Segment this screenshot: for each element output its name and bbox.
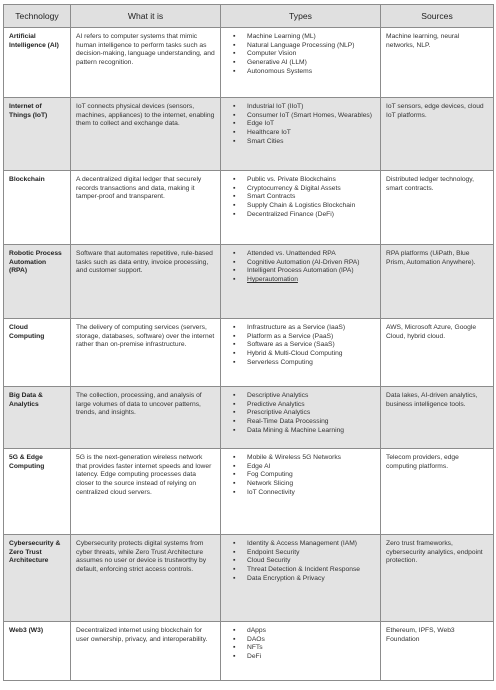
sources-cell: Data lakes, AI-driven analytics, business intelligence tools. — [381, 387, 494, 449]
list-item: ▪ Fog Computing — [240, 471, 375, 480]
list-item: ▪ Industrial IoT (IIoT) — [240, 103, 375, 112]
types-cell — [221, 622, 381, 681]
description-cell: Cybersecurity protects digital systems from cyber threats, while Zero Trust Architecture assumes no user or device is trustworthy by default, enforcing strict access controls. — [71, 535, 221, 622]
list-item: ▪ Threat Detection & Incident Response — [240, 566, 375, 575]
list-item: ▪ Computer Vision — [240, 50, 375, 59]
list-item: ▪ Smart Contracts — [240, 193, 375, 202]
types-cell — [221, 245, 381, 319]
list-item: ▪ DAOs — [240, 636, 375, 645]
technology-cell: Robotic Process Automation (RPA) — [4, 245, 71, 319]
list-item: ▪ Cloud Security — [240, 557, 375, 566]
table-row — [4, 535, 494, 622]
table-row — [4, 319, 494, 387]
table-row — [4, 387, 494, 449]
list-item: ▪ Serverless Computing — [240, 359, 375, 368]
list-item: ▪ dApps — [240, 627, 375, 636]
table-row — [4, 28, 494, 98]
types-cell — [221, 387, 381, 449]
types-cell — [221, 28, 381, 98]
list-item: ▪ Public vs. Private Blockchains — [240, 176, 375, 185]
list-item: ▪ Generative AI (LLM) — [240, 59, 375, 68]
technology-cell: Web3 (W3) — [4, 622, 71, 681]
header-sources: Sources — [381, 5, 494, 28]
technology-cell: Cloud Computing — [4, 319, 71, 387]
sources-cell: Telecom providers, edge computing platforms. — [381, 449, 494, 535]
sources-cell: Machine learning, neural networks, NLP. — [381, 28, 494, 98]
types-list — [226, 250, 375, 285]
list-item: ▪ Supply Chain & Logistics Blockchain — [240, 202, 375, 211]
list-item: ▪ Platform as a Service (PaaS) — [240, 333, 375, 342]
technology-cell: Internet of Things (IoT) — [4, 98, 71, 171]
sources-cell: Zero trust frameworks, cybersecurity analytics, endpoint protection. — [381, 535, 494, 622]
description-cell: AI refers to computer systems that mimic human intelligence to perform tasks such as decision-making, language understanding, and pattern recognition. — [71, 28, 221, 98]
header-row — [4, 5, 494, 28]
list-item: ▪ IoT Connectivity — [240, 489, 375, 498]
list-item: ▪ Data Encryption & Privacy — [240, 575, 375, 584]
types-cell — [221, 535, 381, 622]
table-row — [4, 449, 494, 535]
list-item: ▪ Attended vs. Unattended RPA — [240, 250, 375, 259]
types-cell — [221, 449, 381, 535]
list-item: ▪ Descriptive Analytics — [240, 392, 375, 401]
list-item: ▪ Cryptocurrency & Digital Assets — [240, 185, 375, 194]
technology-cell: Artificial Intelligence (AI) — [4, 28, 71, 98]
list-item: ▪ Decentralized Finance (DeFi) — [240, 211, 375, 220]
list-item: ▪ Intelligent Process Automation (IPA) — [240, 267, 375, 276]
types-list — [226, 454, 375, 498]
list-item: ▪ Cognitive Automation (AI-Driven RPA) — [240, 259, 375, 268]
description-cell: IoT connects physical devices (sensors, machines, appliances) to the internet, enabling them to collect and exchange data. — [71, 98, 221, 171]
types-list — [226, 103, 375, 147]
table-row — [4, 98, 494, 171]
list-item: ▪ DeFi — [240, 653, 375, 662]
list-item: ▪ Mobile & Wireless 5G Networks — [240, 454, 375, 463]
description-cell: The delivery of computing services (servers, storage, databases, software) over the internet rather than on-premise infrastructure. — [71, 319, 221, 387]
table-row — [4, 171, 494, 245]
list-item: ▪ Prescriptive Analytics — [240, 409, 375, 418]
types-cell — [221, 98, 381, 171]
technology-table — [3, 4, 494, 681]
list-item: ▪ Autonomous Systems — [240, 68, 375, 77]
sources-cell: RPA platforms (UiPath, Blue Prism, Automation Anywhere). — [381, 245, 494, 319]
technology-cell: 5G & Edge Computing — [4, 449, 71, 535]
types-list — [226, 176, 375, 220]
types-cell — [221, 171, 381, 245]
list-item: ▪ Infrastructure as a Service (IaaS) — [240, 324, 375, 333]
header-what-it-is: What it is — [71, 5, 221, 28]
list-item: ▪ Identity & Access Management (IAM) — [240, 540, 375, 549]
description-cell: The collection, processing, and analysis of large volumes of data to uncover patterns, trends, and insights. — [71, 387, 221, 449]
list-item: ▪ Software as a Service (SaaS) — [240, 341, 375, 350]
technology-cell: Big Data & Analytics — [4, 387, 71, 449]
list-item: ▪ Real-Time Data Processing — [240, 418, 375, 427]
description-cell: 5G is the next-generation wireless network that provides faster internet speeds and lower latency. Edge computing processes data closer to the source instead of relying on centralized cloud servers. — [71, 449, 221, 535]
types-list — [226, 540, 375, 584]
list-item: ▪ Edge AI — [240, 463, 375, 472]
table-row — [4, 245, 494, 319]
sources-cell: IoT sensors, edge devices, cloud IoT platforms. — [381, 98, 494, 171]
list-item: ▪ Data Mining & Machine Learning — [240, 427, 375, 436]
sources-cell: Distributed ledger technology, smart contracts. — [381, 171, 494, 245]
list-item: ▪ NFTs — [240, 644, 375, 653]
list-item: ▪ Network Slicing — [240, 480, 375, 489]
technology-cell: Cybersecurity & Zero Trust Architecture — [4, 535, 71, 622]
description-cell: Decentralized internet using blockchain for user ownership, privacy, and interoperability. — [71, 622, 221, 681]
list-item: ▪ Consumer IoT (Smart Homes, Wearables) — [240, 112, 375, 121]
description-cell: A decentralized digital ledger that securely records transactions and data, making it tamper-proof and transparent. — [71, 171, 221, 245]
list-item: ▪ Natural Language Processing (NLP) — [240, 42, 375, 51]
list-item: ▪ Endpoint Security — [240, 549, 375, 558]
list-item: ▪ Hybrid & Multi-Cloud Computing — [240, 350, 375, 359]
types-cell — [221, 319, 381, 387]
sources-cell: Ethereum, IPFS, Web3 Foundation — [381, 622, 494, 681]
sources-cell: AWS, Microsoft Azure, Google Cloud, hybrid cloud. — [381, 319, 494, 387]
types-list — [226, 33, 375, 77]
list-item: ▪ Edge IoT — [240, 120, 375, 129]
list-item: ▪ Predictive Analytics — [240, 401, 375, 410]
types-list — [226, 627, 375, 662]
list-item: ▪ Healthcare IoT — [240, 129, 375, 138]
header-technology: Technology — [4, 5, 71, 28]
types-list — [226, 324, 375, 368]
table-row — [4, 622, 494, 681]
list-item: ▪ Machine Learning (ML) — [240, 33, 375, 42]
technology-cell: Blockchain — [4, 171, 71, 245]
list-item: ▪ Smart Cities — [240, 138, 375, 147]
types-list — [226, 392, 375, 436]
list-item: ▪ Hyperautomation — [240, 276, 375, 285]
header-types: Types — [221, 5, 381, 28]
description-cell: Software that automates repetitive, rule-based tasks such as data entry, invoice processing, and customer support. — [71, 245, 221, 319]
